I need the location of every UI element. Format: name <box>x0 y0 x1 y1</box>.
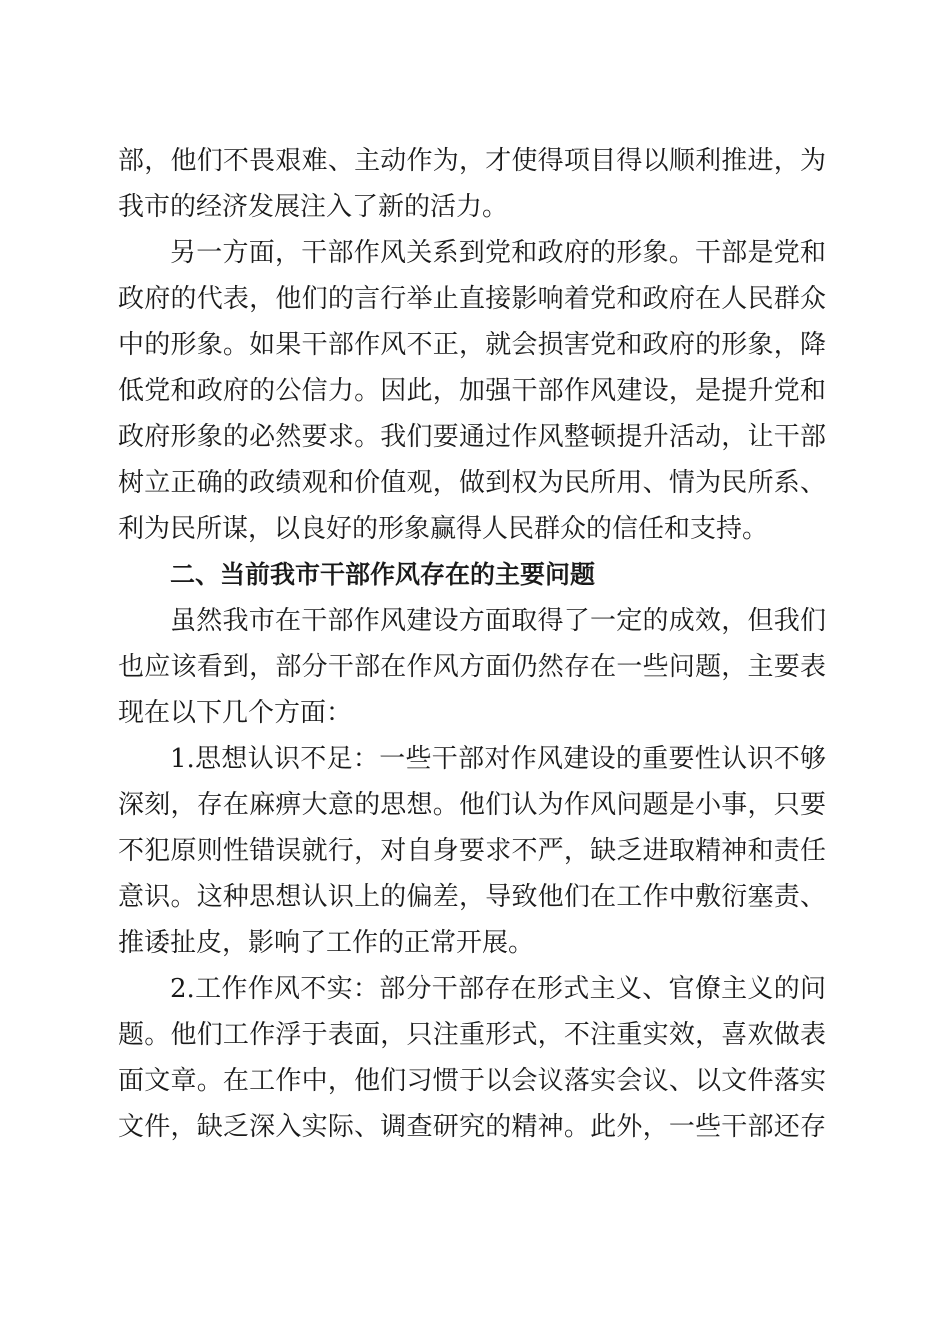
section-heading: 二、当前我市干部作风存在的主要问题 <box>170 560 596 589</box>
paragraph-line: 虽然我市在干部作风建设方面取得了一定的成效，但我们 <box>170 606 826 636</box>
paragraph-line: 不犯原则性错误就行，对自身要求不严，缺乏进取精神和责任 <box>118 836 826 866</box>
paragraph-line: 现在以下几个方面： <box>118 698 353 728</box>
paragraph-line: 2.工作作风不实：部分干部存在形式主义、官僚主义的问 <box>170 974 826 1004</box>
paragraph-line: 中的形象。如果干部作风不正，就会损害党和政府的形象，降 <box>118 330 826 360</box>
paragraph-line: 低党和政府的公信力。因此，加强干部作风建设，是提升党和 <box>118 376 826 406</box>
paragraph-line: 政府形象的必然要求。我们要通过作风整顿提升活动，让干部 <box>118 422 826 452</box>
paragraph-line: 部，他们不畏艰难、主动作为，才使得项目得以顺利推进，为 <box>118 146 826 176</box>
paragraph-line: 也应该看到，部分干部在作风方面仍然存在一些问题，主要表 <box>118 652 826 682</box>
paragraph-line: 我市的经济发展注入了新的活力。 <box>118 192 509 222</box>
paragraph-line: 推诿扯皮，影响了工作的正常开展。 <box>118 928 535 958</box>
document-body <box>118 138 826 1150</box>
paragraph-line: 1.思想认识不足：一些干部对作风建设的重要性认识不够 <box>170 744 826 774</box>
paragraph-line: 题。他们工作浮于表面，只注重形式，不注重实效，喜欢做表 <box>118 1020 826 1050</box>
paragraph-line: 意识。这种思想认识上的偏差，导致他们在工作中敷衍塞责、 <box>118 882 826 912</box>
paragraph-line: 政府的代表，他们的言行举止直接影响着党和政府在人民群众 <box>118 284 826 314</box>
paragraph-line: 文件，缺乏深入实际、调查研究的精神。此外，一些干部还存 <box>118 1112 826 1142</box>
paragraph-line: 利为民所谋，以良好的形象赢得人民群众的信任和支持。 <box>118 514 769 544</box>
paragraph-line: 树立正确的政绩观和价值观，做到权为民所用、情为民所系、 <box>118 468 826 498</box>
paragraph-line: 深刻，存在麻痹大意的思想。他们认为作风问题是小事，只要 <box>118 790 826 820</box>
paragraph-line: 面文章。在工作中，他们习惯于以会议落实会议、以文件落实 <box>118 1066 826 1096</box>
paragraph-line: 另一方面，干部作风关系到党和政府的形象。干部是党和 <box>170 238 826 268</box>
